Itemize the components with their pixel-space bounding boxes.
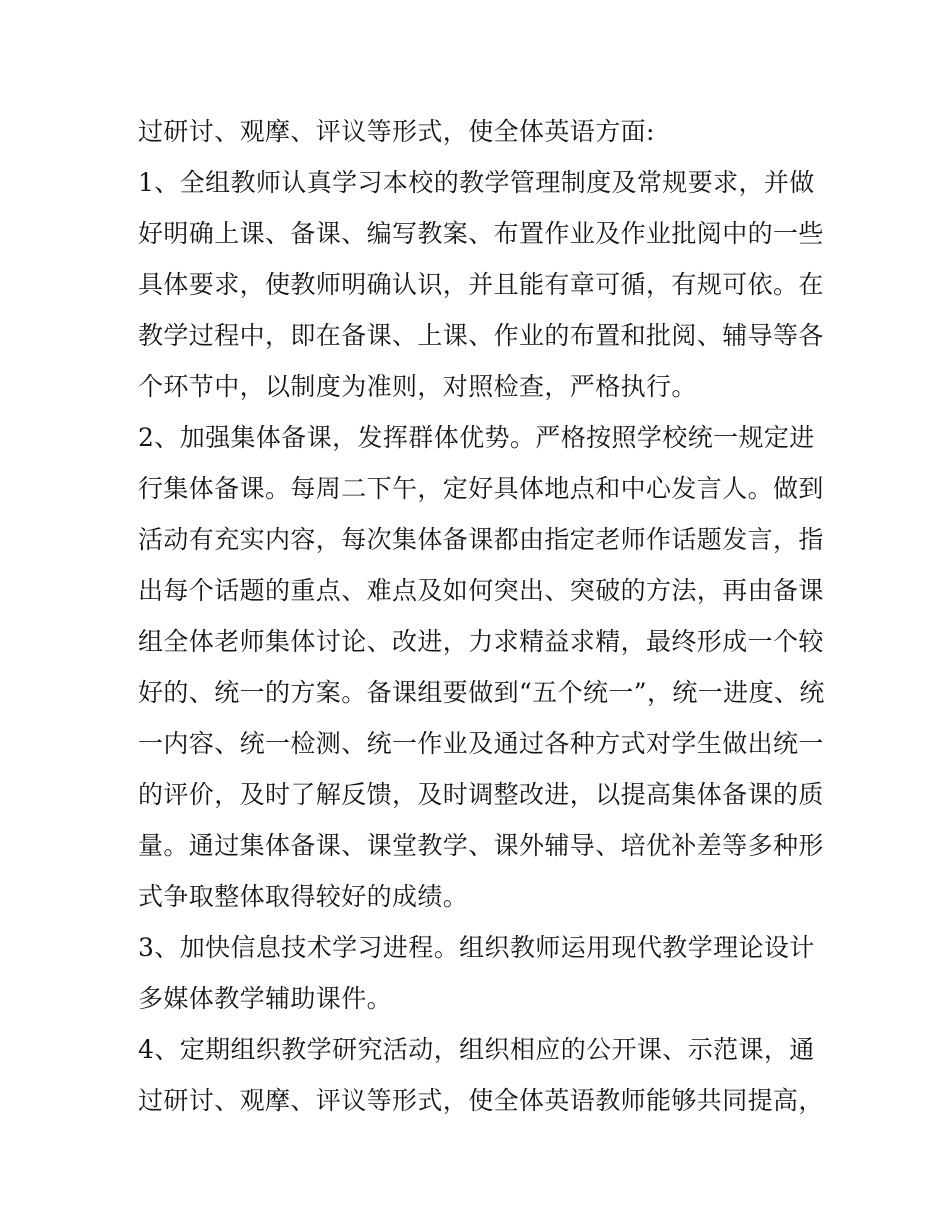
text-line: 教学过程中，即在备课、上课、作业的布置和批阅、辅导等各 — [138, 321, 824, 350]
text-line: 个环节中，以制度为准则，对照检查，严格执行。 — [138, 372, 697, 401]
text-line: 好明确上课、备课、编写教案、布置作业及作业批阅中的一些 — [138, 219, 824, 248]
text-line: 多媒体教学辅助课件。 — [138, 984, 393, 1013]
text-line: 组全体老师集体讨论、改进，力求精益求精，最终形成一个较 — [138, 627, 824, 656]
text-line: 行集体备课。每周二下午，定好具体地点和中心发言人。做到 — [138, 474, 824, 503]
text-line: 量。通过集体备课、课堂教学、课外辅导、培优补差等多种形 — [138, 831, 824, 860]
text-line: 3、加快信息技术学习进程。组织教师运用现代教学理论设计 — [138, 933, 815, 962]
text-line: 出每个话题的重点、难点及如何突出、突破的方法，再由备课 — [138, 576, 824, 605]
text-line: 1、全组教师认真学习本校的教学管理制度及常规要求，并做 — [138, 168, 815, 197]
text-line: 的评价，及时了解反馈，及时调整改进，以提高集体备课的质 — [138, 780, 824, 809]
text-line: 具体要求，使教师明确认识，并且能有章可循，有规可依。在 — [138, 270, 824, 299]
document-body — [138, 106, 828, 1126]
text-line: 式争取整体取得较好的成绩。 — [138, 882, 469, 911]
text-line: 过研讨、观摩、评议等形式，使全体英语教师能够共同提高， — [138, 1086, 824, 1115]
text-line: 过研讨、观摩、评议等形式，使全体英语方面: — [138, 117, 655, 146]
text-line: 活动有充实内容，每次集体备课都由指定老师作话题发言，指 — [138, 525, 824, 554]
text-line: 好的、统一的方案。备课组要做到“五个统一”，统一进度、统 — [138, 678, 825, 707]
text-line: 4、定期组织教学研究活动，组织相应的公开课、示范课，通 — [138, 1035, 815, 1064]
text-line: 一内容、统一检测、统一作业及通过各种方式对学生做出统一 — [138, 729, 824, 758]
text-line: 2、加强集体备课，发挥群体优势。严格按照学校统一规定进 — [138, 423, 815, 452]
